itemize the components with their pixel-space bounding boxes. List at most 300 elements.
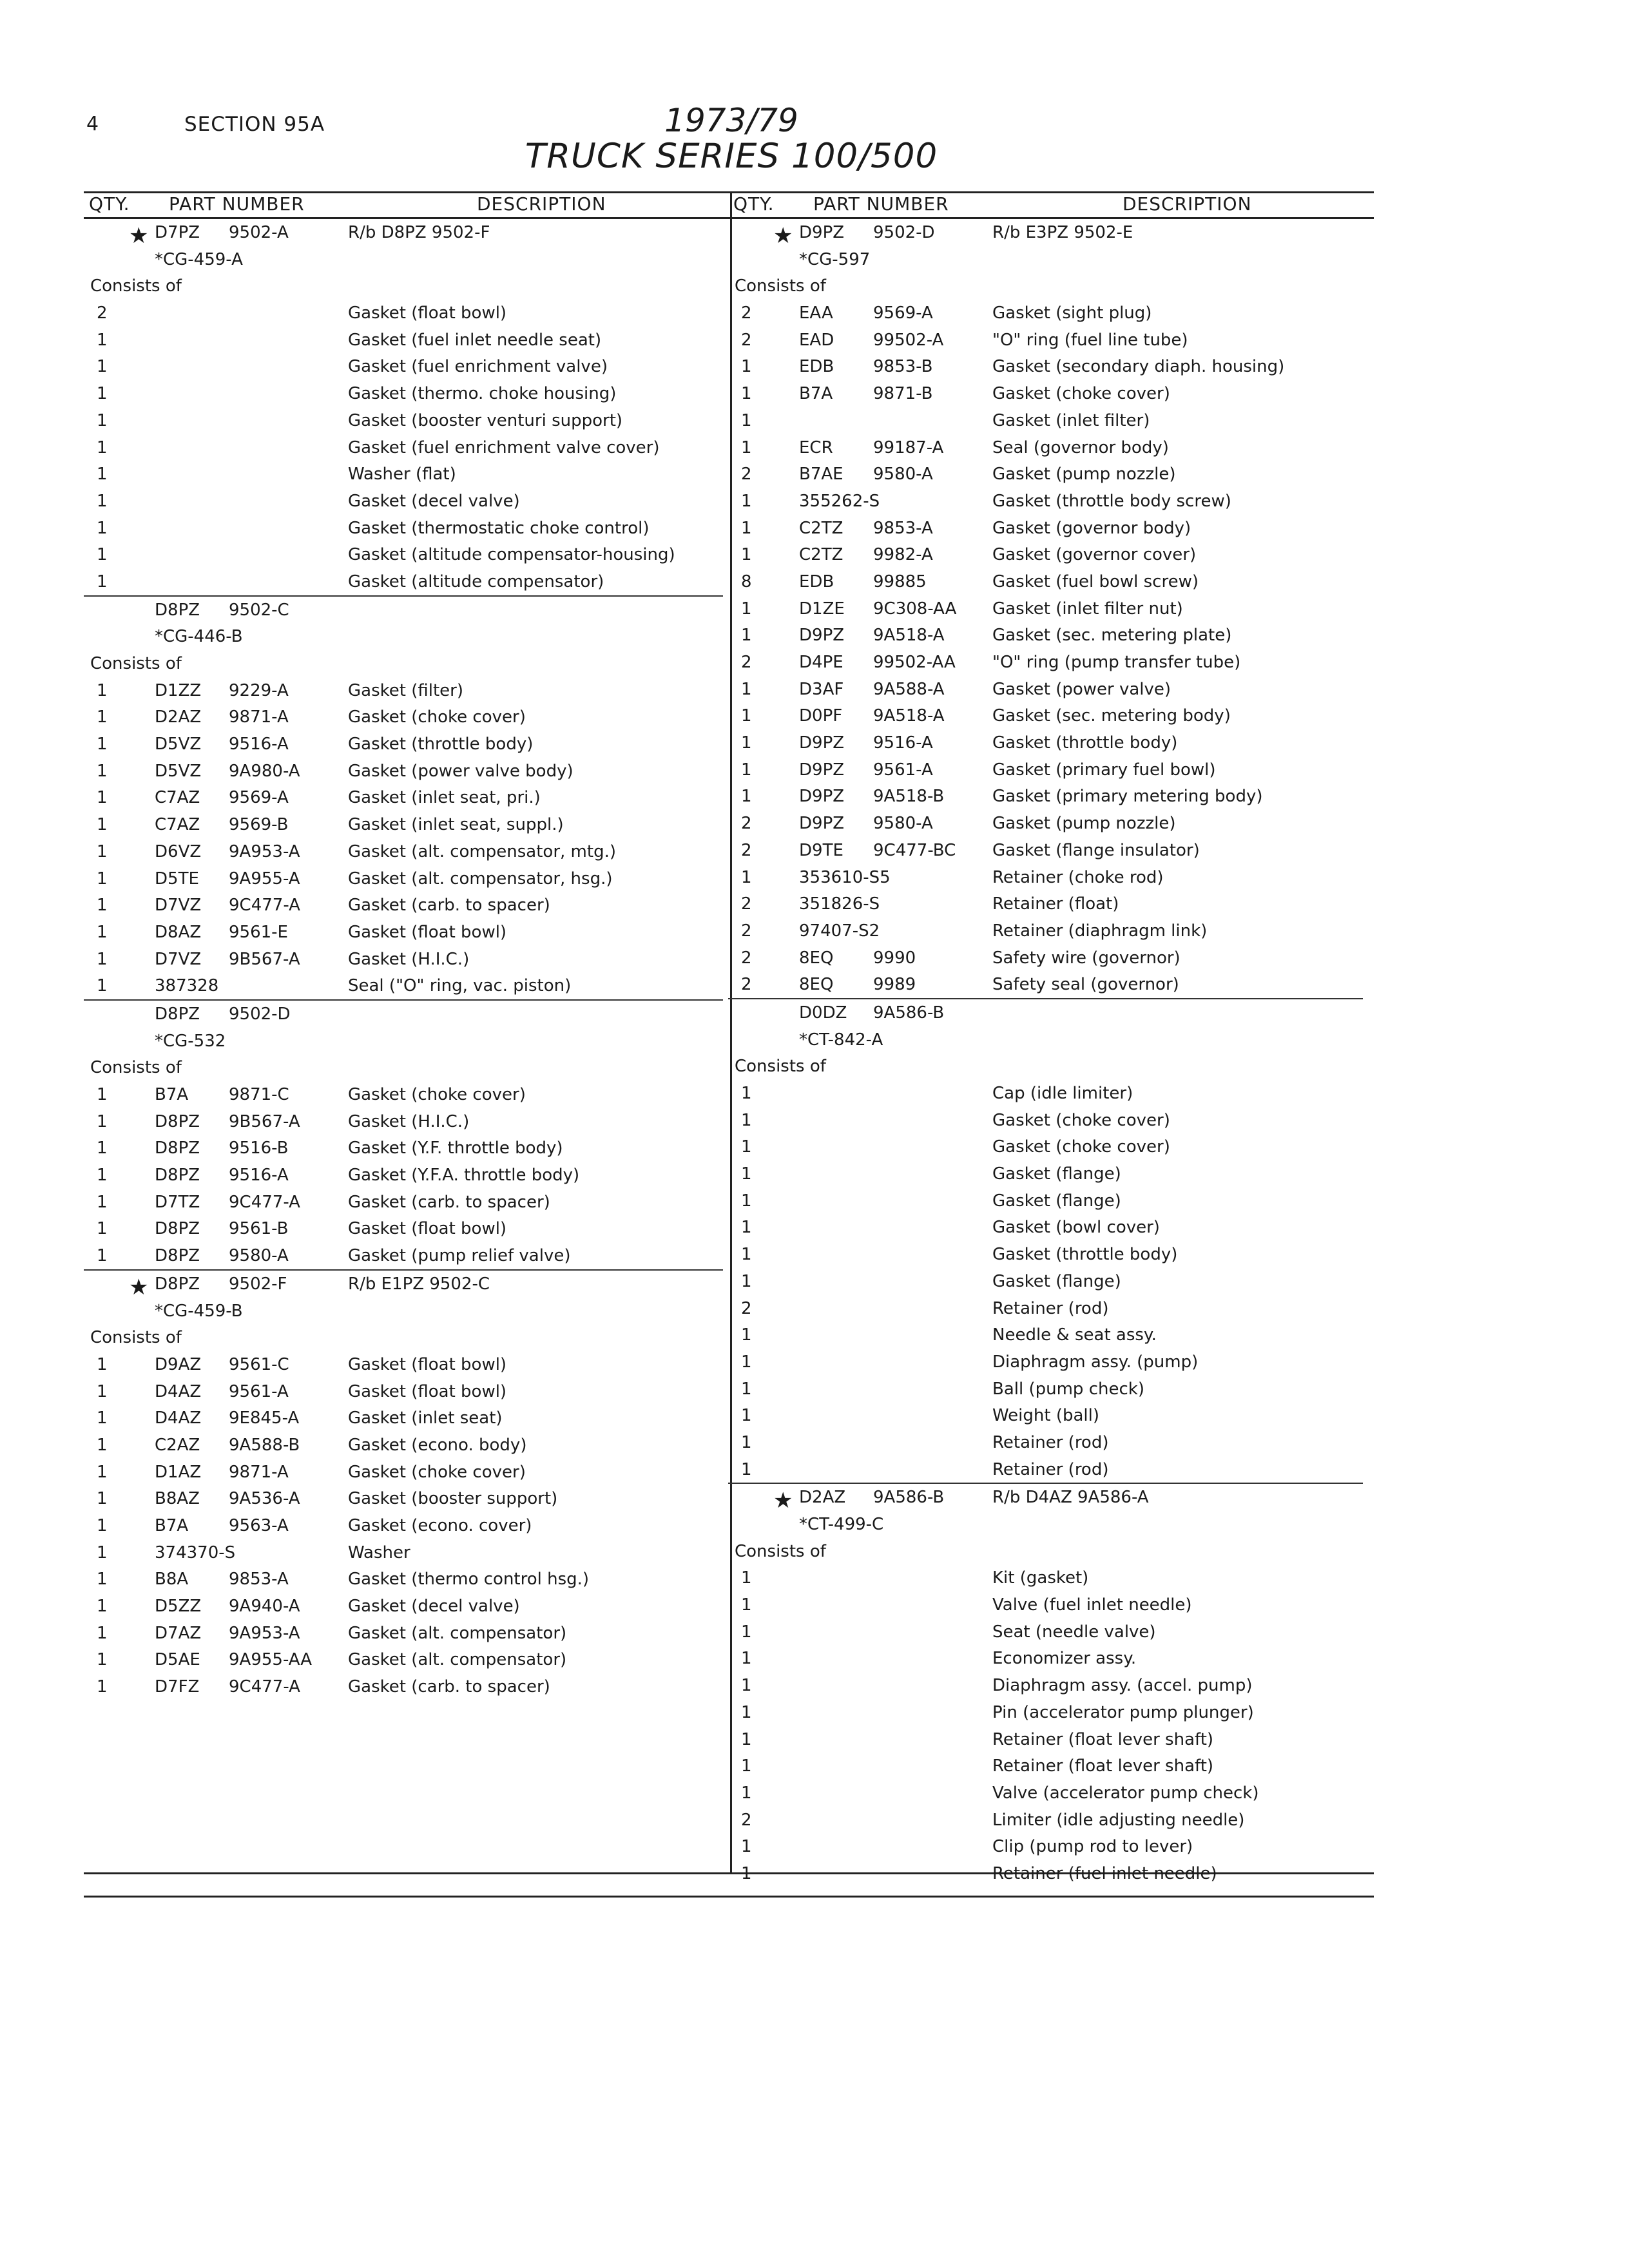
- part-description: Retainer (float): [992, 894, 1119, 914]
- part-qty: 1: [741, 1568, 752, 1588]
- part-description: Gasket (inlet seat, pri.): [348, 788, 541, 808]
- part-prefix: D1AZ: [155, 1462, 202, 1482]
- part-row: [741, 434, 1373, 461]
- part-row: [741, 568, 1373, 595]
- part-base: 9A518-A: [873, 706, 945, 726]
- part-description: Gasket (booster venturi support): [348, 410, 623, 430]
- part-base: 9A955-A: [229, 869, 300, 889]
- part-qty: 1: [97, 1435, 108, 1455]
- part-base: 9C477-A: [229, 1677, 300, 1697]
- column-divider: [730, 191, 732, 1874]
- part-qty: 1: [97, 841, 108, 861]
- part-qty: 1: [97, 1192, 108, 1212]
- kit-part-base: 9502-D: [873, 223, 935, 242]
- part-description: Gasket (choke cover): [992, 1110, 1170, 1130]
- part-base: 9C477-BC: [873, 840, 956, 860]
- part-base: 9C477-A: [229, 896, 300, 916]
- part-row: [97, 1459, 728, 1486]
- part-description: Safety wire (governor): [992, 948, 1181, 968]
- part-prefix: 387328: [155, 976, 219, 996]
- part-base: 9561-E: [229, 922, 288, 942]
- part-description: Gasket (flange): [992, 1271, 1121, 1291]
- part-base: 99885: [873, 572, 927, 591]
- part-description: Clip (pump rod to lever): [992, 1837, 1193, 1857]
- part-prefix: D7AZ: [155, 1623, 202, 1643]
- part-base: 9871-A: [229, 1462, 289, 1482]
- part-prefix: D0PF: [799, 706, 843, 726]
- part-description: Gasket (booster support): [348, 1489, 558, 1509]
- part-base: 99502-AA: [873, 653, 956, 672]
- part-prefix: D6VZ: [155, 841, 202, 861]
- consists-of-row: [735, 273, 1373, 300]
- part-prefix: B7A: [155, 1516, 189, 1535]
- consists-of-label: Consists of: [735, 1057, 826, 1077]
- replaced-by-note: R/b D4AZ 9A586-A: [992, 1488, 1149, 1508]
- part-base: 9C477-A: [229, 1192, 300, 1212]
- part-qty: 1: [741, 1729, 752, 1749]
- part-row: [741, 300, 1373, 327]
- consists-of-row: [735, 1538, 1373, 1565]
- part-qty: 1: [741, 518, 752, 538]
- right-part-number-header: PART NUMBER: [813, 193, 949, 215]
- part-row: [97, 488, 728, 515]
- part-row: [741, 837, 1373, 864]
- part-qty: 1: [97, 465, 108, 485]
- part-qty: 2: [741, 975, 752, 995]
- part-description: Retainer (rod): [992, 1459, 1109, 1479]
- part-row: [741, 1376, 1373, 1403]
- part-row: [97, 892, 728, 919]
- part-description: Gasket (flange): [992, 1164, 1121, 1184]
- part-qty: 1: [97, 1677, 108, 1697]
- part-description: Gasket (altitude compensator-housing): [348, 545, 675, 565]
- part-qty: 8: [741, 572, 752, 591]
- part-description: Gasket (alt. compensator): [348, 1650, 567, 1670]
- part-description: Valve (fuel inlet needle): [992, 1595, 1192, 1615]
- part-qty: 2: [741, 330, 752, 350]
- kit-part-prefix: D7PZ: [155, 223, 200, 242]
- kit-part-prefix: D8PZ: [155, 1274, 200, 1294]
- part-row: [97, 1162, 728, 1189]
- part-row: [741, 1187, 1373, 1215]
- part-qty: 1: [741, 1863, 752, 1883]
- kit-part-prefix: D8PZ: [155, 1004, 200, 1024]
- part-row: [741, 1268, 1373, 1295]
- consists-of-label: Consists of: [90, 1058, 182, 1078]
- part-base: 9561-C: [229, 1354, 289, 1374]
- part-qty: 1: [741, 867, 752, 887]
- part-prefix: D7TZ: [155, 1192, 200, 1212]
- part-row: [741, 971, 1373, 998]
- kit-part-prefix: D0DZ: [799, 1003, 847, 1023]
- part-prefix: D8PZ: [155, 1219, 200, 1239]
- part-qty: 1: [97, 869, 108, 889]
- part-row: [741, 327, 1373, 354]
- part-prefix: EAD: [799, 330, 834, 350]
- part-description: Gasket (thermostatic choke control): [348, 518, 650, 538]
- part-qty: 2: [741, 303, 752, 323]
- part-row: [741, 1133, 1373, 1160]
- part-qty: 1: [741, 760, 752, 780]
- part-base: 9516-A: [873, 733, 933, 753]
- part-description: Gasket (pump nozzle): [992, 465, 1176, 485]
- part-row: [741, 649, 1373, 676]
- part-qty: 1: [97, 1381, 108, 1401]
- part-description: Gasket (H.I.C.): [348, 949, 470, 969]
- part-base: 9853-A: [229, 1570, 289, 1590]
- kit-header-row: [97, 597, 728, 624]
- part-qty: 1: [741, 545, 752, 565]
- part-row: [741, 1107, 1373, 1134]
- part-prefix: D8PZ: [155, 1139, 200, 1158]
- part-qty: 1: [741, 1837, 752, 1857]
- kit-code-row: [97, 623, 728, 650]
- part-description: Gasket (inlet filter): [992, 410, 1150, 430]
- part-qty: 1: [741, 787, 752, 807]
- part-description: Gasket (alt. compensator, mtg.): [348, 841, 616, 861]
- part-qty: 1: [97, 1597, 108, 1617]
- part-qty: 1: [97, 1139, 108, 1158]
- part-row: [741, 1645, 1373, 1672]
- part-row: [97, 515, 728, 542]
- part-qty: 1: [741, 1137, 752, 1157]
- kit-code-row: [97, 1028, 728, 1055]
- star-icon: ★: [129, 1274, 149, 1300]
- part-row: [741, 1726, 1373, 1753]
- part-qty: 1: [741, 1164, 752, 1184]
- part-description: Retainer (float lever shaft): [992, 1729, 1214, 1749]
- part-qty: 1: [97, 330, 108, 350]
- part-prefix: B7AE: [799, 465, 843, 485]
- part-qty: 1: [97, 1246, 108, 1266]
- part-row: [97, 1189, 728, 1216]
- part-qty: 1: [741, 1110, 752, 1130]
- title-years: 1973/79: [664, 102, 798, 139]
- part-qty: 1: [97, 707, 108, 727]
- part-description: Retainer (float lever shaft): [992, 1756, 1214, 1776]
- part-row: [97, 407, 728, 434]
- part-row: [741, 1753, 1373, 1780]
- part-row: [741, 1619, 1373, 1646]
- part-qty: 1: [97, 491, 108, 511]
- part-description: Retainer (rod): [992, 1298, 1109, 1318]
- part-qty: 1: [741, 733, 752, 753]
- part-qty: 2: [741, 840, 752, 860]
- part-row: [741, 461, 1373, 488]
- consists-of-row: [90, 1054, 728, 1081]
- part-row: [97, 1620, 728, 1647]
- part-description: Cap (idle limiter): [992, 1084, 1133, 1103]
- part-row: [741, 515, 1373, 542]
- part-qty: 2: [97, 303, 108, 323]
- part-description: Washer (flat): [348, 465, 456, 485]
- part-description: Gasket (decel valve): [348, 491, 520, 511]
- part-row: [741, 1080, 1373, 1107]
- part-base: 9A518-B: [873, 787, 945, 807]
- part-qty: 1: [741, 1084, 752, 1103]
- part-row: [741, 729, 1373, 756]
- part-description: Gasket (pump nozzle): [992, 814, 1176, 834]
- part-qty: 1: [97, 1489, 108, 1509]
- part-row: [97, 1135, 728, 1162]
- kit-entry: [90, 1001, 728, 1269]
- part-base: 9A588-B: [229, 1435, 300, 1455]
- part-row: [741, 783, 1373, 810]
- part-qty: 2: [741, 1298, 752, 1318]
- kit-code-row: [97, 246, 728, 273]
- kit-code: *CT-842-A: [799, 1030, 883, 1050]
- kit-code: *CG-532: [155, 1031, 226, 1051]
- part-row: [741, 407, 1373, 434]
- part-prefix: B8AZ: [155, 1489, 200, 1509]
- part-description: Gasket (alt. compensator): [348, 1623, 567, 1643]
- kit-code-row: [97, 1298, 728, 1325]
- kit-header-row: [97, 1271, 728, 1298]
- part-qty: 2: [741, 653, 752, 672]
- part-row: [97, 865, 728, 892]
- part-row: [741, 1349, 1373, 1376]
- part-prefix: D5VZ: [155, 735, 202, 754]
- part-description: Diaphragm assy. (accel. pump): [992, 1676, 1253, 1696]
- consists-of-row: [90, 1324, 728, 1351]
- part-row: [97, 1405, 728, 1432]
- part-prefix: D1ZZ: [155, 680, 202, 700]
- part-description: Limiter (idle adjusting needle): [992, 1810, 1245, 1830]
- part-description: Gasket (throttle body): [992, 1245, 1178, 1265]
- part-description: Gasket (float bowl): [348, 1354, 507, 1374]
- part-description: Pin (accelerator pump plunger): [992, 1702, 1254, 1722]
- part-qty: 1: [741, 1676, 752, 1696]
- part-base: 9989: [873, 975, 916, 995]
- part-description: Retainer (choke rod): [992, 867, 1164, 887]
- part-row: [97, 434, 728, 461]
- part-qty: 1: [97, 1570, 108, 1590]
- part-base: 9A980-A: [229, 761, 300, 781]
- right-description-header: DESCRIPTION: [1123, 193, 1252, 215]
- part-qty: 1: [97, 922, 108, 942]
- part-qty: 2: [741, 465, 752, 485]
- kit-header-row: [741, 999, 1373, 1026]
- part-prefix: D4AZ: [155, 1381, 202, 1401]
- part-description: Gasket (choke cover): [348, 707, 526, 727]
- part-row: [97, 1242, 728, 1269]
- right-qty-header: QTY.: [733, 193, 775, 215]
- part-description: Gasket (power valve body): [348, 761, 574, 781]
- part-description: Seal (governor body): [992, 437, 1169, 457]
- part-qty: 1: [741, 1325, 752, 1345]
- part-description: Gasket (primary fuel bowl): [992, 760, 1216, 780]
- left-description-header: DESCRIPTION: [477, 193, 606, 215]
- part-row: [97, 919, 728, 946]
- part-row: [97, 327, 728, 354]
- part-description: Gasket (governor body): [992, 518, 1191, 538]
- part-prefix: B7A: [155, 1085, 189, 1104]
- part-qty: 2: [741, 814, 752, 834]
- part-qty: 1: [741, 1406, 752, 1426]
- part-row: [741, 1833, 1373, 1860]
- part-prefix: D7VZ: [155, 896, 202, 916]
- part-row: [97, 1432, 728, 1459]
- part-base: 99187-A: [873, 437, 944, 457]
- consists-of-row: [90, 650, 728, 677]
- part-row: [97, 1539, 728, 1566]
- section-label: SECTION 95A: [184, 113, 325, 136]
- part-row: [97, 568, 728, 595]
- part-description: Retainer (fuel inlet needle): [992, 1863, 1217, 1883]
- part-base: 9853-B: [873, 357, 933, 377]
- part-base: 9853-A: [873, 518, 933, 538]
- part-prefix: D8PZ: [155, 1111, 200, 1131]
- part-qty: 1: [741, 1622, 752, 1642]
- part-prefix: 353610-S5: [799, 867, 891, 887]
- part-description: Safety seal (governor): [992, 975, 1179, 995]
- part-row: [741, 1564, 1373, 1591]
- left-qty-header: QTY.: [89, 193, 130, 215]
- part-description: Gasket (carb. to spacer): [348, 896, 550, 916]
- part-description: Gasket (filter): [348, 680, 463, 700]
- part-prefix: C2TZ: [799, 518, 843, 538]
- part-qty: 1: [97, 1542, 108, 1562]
- part-qty: 1: [741, 1459, 752, 1479]
- left-parts-list: [90, 219, 728, 1700]
- part-prefix: 351826-S: [799, 894, 880, 914]
- part-description: Gasket (primary metering body): [992, 787, 1263, 807]
- part-description: Gasket (alt. compensator, hsg.): [348, 869, 613, 889]
- part-description: Gasket (fuel bowl screw): [992, 572, 1199, 591]
- part-base: 9229-A: [229, 680, 289, 700]
- part-base: 9E845-A: [229, 1408, 300, 1428]
- part-qty: 1: [97, 518, 108, 538]
- part-row: [97, 300, 728, 327]
- right-parts-list: [735, 219, 1373, 1887]
- part-description: Gasket (choke cover): [992, 384, 1170, 404]
- part-base: 9580-A: [873, 814, 933, 834]
- kit-code: *CT-499-C: [799, 1515, 884, 1534]
- part-qty: 1: [97, 545, 108, 565]
- part-base: 9561-A: [229, 1381, 289, 1401]
- part-row: [97, 731, 728, 758]
- part-description: Kit (gasket): [992, 1568, 1089, 1588]
- part-description: Gasket (inlet seat): [348, 1408, 503, 1428]
- star-icon: ★: [773, 223, 793, 249]
- replaced-by-note: R/b E1PZ 9502-C: [348, 1274, 490, 1294]
- part-description: Gasket (sec. metering plate): [992, 626, 1232, 646]
- part-qty: 1: [741, 491, 752, 511]
- part-description: Gasket (fuel enrichment valve): [348, 357, 608, 377]
- part-row: [741, 676, 1373, 703]
- consists-of-label: Consists of: [735, 276, 826, 296]
- part-description: Gasket (carb. to spacer): [348, 1677, 550, 1697]
- part-prefix: D5VZ: [155, 761, 202, 781]
- part-description: Gasket (throttle body screw): [992, 491, 1231, 511]
- kit-code: *CG-459-A: [155, 249, 243, 269]
- kit-header-row: [97, 1001, 728, 1028]
- part-qty: 1: [741, 1352, 752, 1372]
- part-row: [97, 946, 728, 973]
- part-qty: 1: [97, 384, 108, 404]
- part-qty: 1: [97, 1408, 108, 1428]
- kit-entry: [735, 1484, 1373, 1887]
- star-icon: ★: [129, 223, 149, 249]
- part-row: [741, 1241, 1373, 1268]
- part-description: Gasket (choke cover): [992, 1137, 1170, 1157]
- part-prefix: D8AZ: [155, 922, 202, 942]
- part-prefix: EDB: [799, 357, 834, 377]
- part-row: [741, 1699, 1373, 1726]
- part-row: [97, 1081, 728, 1108]
- part-row: [97, 704, 728, 731]
- part-description: Gasket (float bowl): [348, 1219, 507, 1239]
- part-qty: 1: [741, 1756, 752, 1776]
- part-description: Gasket (float bowl): [348, 1381, 507, 1401]
- part-qty: 1: [97, 761, 108, 781]
- part-row: [97, 1593, 728, 1620]
- part-row: [741, 918, 1373, 945]
- part-qty: 1: [97, 572, 108, 591]
- part-base: 9A953-A: [229, 1623, 300, 1643]
- part-row: [741, 890, 1373, 918]
- part-row: [97, 784, 728, 811]
- part-description: Gasket (throttle body): [992, 733, 1178, 753]
- part-description: Gasket (throttle body): [348, 735, 534, 754]
- kit-part-base: 9A586-B: [873, 1488, 945, 1508]
- part-row: [741, 541, 1373, 568]
- consists-of-label: Consists of: [90, 276, 182, 296]
- part-qty: 1: [97, 1166, 108, 1186]
- part-description: Retainer (rod): [992, 1432, 1109, 1452]
- part-row: [97, 1646, 728, 1673]
- kit-part-base: 9502-A: [229, 223, 289, 242]
- part-prefix: 8EQ: [799, 975, 834, 995]
- part-qty: 1: [97, 437, 108, 457]
- part-row: [741, 756, 1373, 783]
- part-description: Gasket (choke cover): [348, 1085, 526, 1104]
- part-prefix: D9PZ: [799, 760, 845, 780]
- part-row: [741, 1321, 1373, 1349]
- part-row: [741, 1456, 1373, 1483]
- part-base: 9C308-AA: [873, 599, 957, 619]
- part-prefix: C7AZ: [155, 788, 200, 808]
- part-description: Gasket (bowl cover): [992, 1218, 1160, 1238]
- kit-header-row: [97, 219, 728, 249]
- part-base: 9A940-A: [229, 1597, 300, 1617]
- kit-part-prefix: D2AZ: [799, 1488, 846, 1508]
- part-base: 9580-A: [873, 465, 933, 485]
- part-qty: 1: [97, 949, 108, 969]
- part-qty: 1: [741, 1218, 752, 1238]
- part-qty: 2: [741, 894, 752, 914]
- part-description: Gasket (econo. cover): [348, 1516, 532, 1535]
- part-qty: 1: [97, 1111, 108, 1131]
- part-description: Gasket (inlet seat, suppl.): [348, 815, 564, 835]
- part-qty: 1: [97, 680, 108, 700]
- part-base: 9569-A: [873, 303, 933, 323]
- part-row: [97, 677, 728, 704]
- part-base: 9982-A: [873, 545, 933, 565]
- part-prefix: EAA: [799, 303, 833, 323]
- part-qty: 1: [97, 410, 108, 430]
- part-prefix: D7VZ: [155, 949, 202, 969]
- part-prefix: C2AZ: [155, 1435, 200, 1455]
- consists-of-label: Consists of: [735, 1541, 826, 1561]
- part-prefix: ECR: [799, 437, 833, 457]
- part-prefix: D9PZ: [799, 814, 845, 834]
- part-row: [741, 1402, 1373, 1429]
- part-qty: 1: [741, 1432, 752, 1452]
- part-qty: 1: [741, 626, 752, 646]
- part-qty: 1: [97, 1354, 108, 1374]
- kit-header-row: [741, 1484, 1373, 1514]
